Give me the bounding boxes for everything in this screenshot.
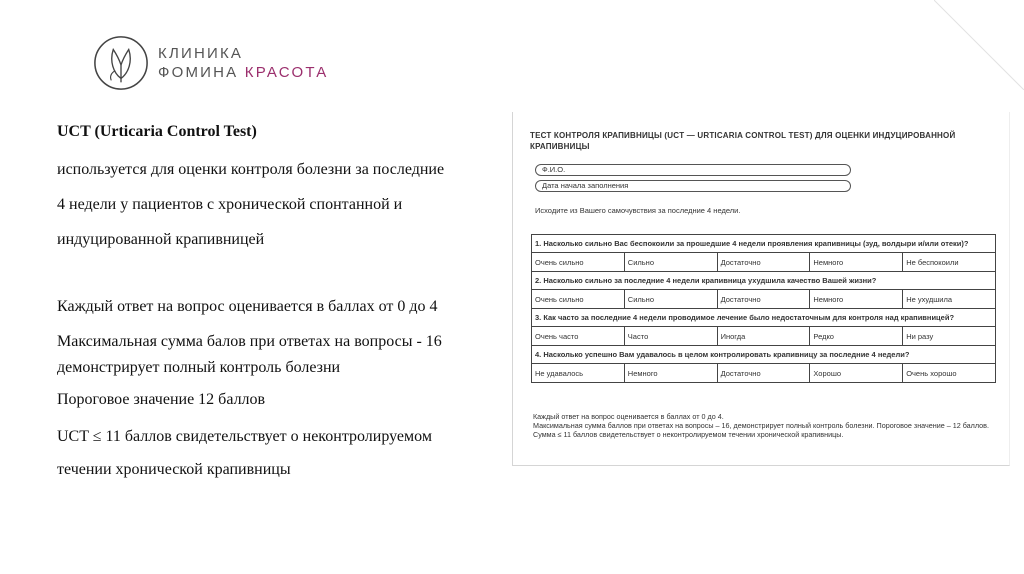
description-line: Пороговое значение 12 баллов: [57, 391, 266, 408]
answer-row: [532, 290, 996, 309]
description-line: Каждый ответ на вопрос оценивается в баллах от 0 до 4: [57, 298, 438, 315]
answer-option: Не беспокоили: [903, 253, 996, 272]
answer-option: Очень часто: [532, 327, 625, 346]
answer-option: Достаточно: [717, 364, 810, 383]
answer-option: Достаточно: [717, 290, 810, 309]
form-footnote: [533, 412, 1003, 439]
answer-option: Очень сильно: [532, 290, 625, 309]
start-date-field: Дата начала заполнения: [535, 180, 851, 192]
footnote-line: Максимальная сумма баллов при ответах на вопросы – 16, демонстрирует полный контроль болезни. Пороговое значение – 12 баллов.: [533, 421, 989, 430]
footnote-line: Каждый ответ на вопрос оценивается в баллах от 0 до 4.: [533, 412, 724, 421]
description-line: индуцированной крапивницей: [57, 231, 265, 248]
description-line: UCT ≤ 11 баллов свидетельствует о неконтролируемом: [57, 428, 432, 445]
answer-option: Не ухудшила: [903, 290, 996, 309]
question-row: [532, 309, 996, 327]
answer-option: Немного: [810, 253, 903, 272]
logo-word-krasota: КРАСОТА: [244, 64, 329, 81]
answer-option: Достаточно: [717, 253, 810, 272]
answer-option: Немного: [624, 364, 717, 383]
answer-option: Часто: [624, 327, 717, 346]
leaf-face-logo-icon: [92, 34, 150, 92]
answer-row: [532, 253, 996, 272]
uct-heading: UCT (Urticaria Control Test): [57, 123, 257, 140]
answer-option: Редко: [810, 327, 903, 346]
answer-option: Сильно: [624, 253, 717, 272]
question-row: [532, 272, 996, 290]
answer-option: Не удавалось: [532, 364, 625, 383]
description-line: демонстрирует полный контроль болезни: [57, 359, 341, 376]
form-title: ТЕСТ КОНТРОЛЯ КРАПИВНИЦЫ (UCT — URTICARIA CONTROL TEST) ДЛЯ ОЦЕНКИ ИНДУЦИРОВАННОЙ КРАПИВНИЦЫ: [530, 131, 956, 151]
answer-row: [532, 364, 996, 383]
question-text: 2. Насколько сильно за последние 4 недели крапивница ухудшила качество Вашей жизни?: [532, 272, 996, 290]
answer-option: Немного: [810, 290, 903, 309]
question-text: 3. Как часто за последние 4 недели проводимое лечение было недостаточным для контроля над крапивницей?: [532, 309, 996, 327]
question-row: [532, 235, 996, 253]
answer-option: Очень сильно: [532, 253, 625, 272]
clinic-logo: [92, 34, 328, 92]
description-line: Максимальная сумма балов при ответах на вопросы - 16: [57, 333, 442, 350]
answer-option: Хорошо: [810, 364, 903, 383]
footnote-line: Сумма ≤ 11 баллов свидетельствует о неконтролируемом течении хронической крапивницы.: [533, 430, 844, 439]
answer-option: Очень хорошо: [903, 364, 996, 383]
full-name-field: Ф.И.О.: [535, 164, 851, 176]
question-text: 4. Насколько успешно Вам удавалось в целом контролировать крапивницу за последние 4 недели?: [532, 346, 996, 364]
description-line: течении хронической крапивницы: [57, 461, 291, 478]
logo-word-fomina: ФОМИНА: [158, 64, 239, 81]
question-text: 1. Насколько сильно Вас беспокоили за прошедшие 4 недели проявления крапивницы (зуд, волдыри и/или отеки)?: [532, 235, 996, 253]
answer-option: Иногда: [717, 327, 810, 346]
corner-decoration: [934, 0, 1024, 90]
logo-line-2: [158, 63, 328, 82]
description-line: используется для оценки контроля болезни за последние: [57, 161, 445, 178]
logo-line-1: КЛИНИКА: [158, 45, 244, 62]
questions-table: [531, 234, 996, 383]
answer-option: Сильно: [624, 290, 717, 309]
form-instruction: Исходите из Вашего самочувствия за последние 4 недели.: [535, 206, 741, 215]
description-line: 4 недели у пациентов с хронической спонтанной и: [57, 196, 403, 213]
question-row: [532, 346, 996, 364]
answer-option: Ни разу: [903, 327, 996, 346]
uct-form-image: [512, 112, 1010, 466]
answer-row: [532, 327, 996, 346]
